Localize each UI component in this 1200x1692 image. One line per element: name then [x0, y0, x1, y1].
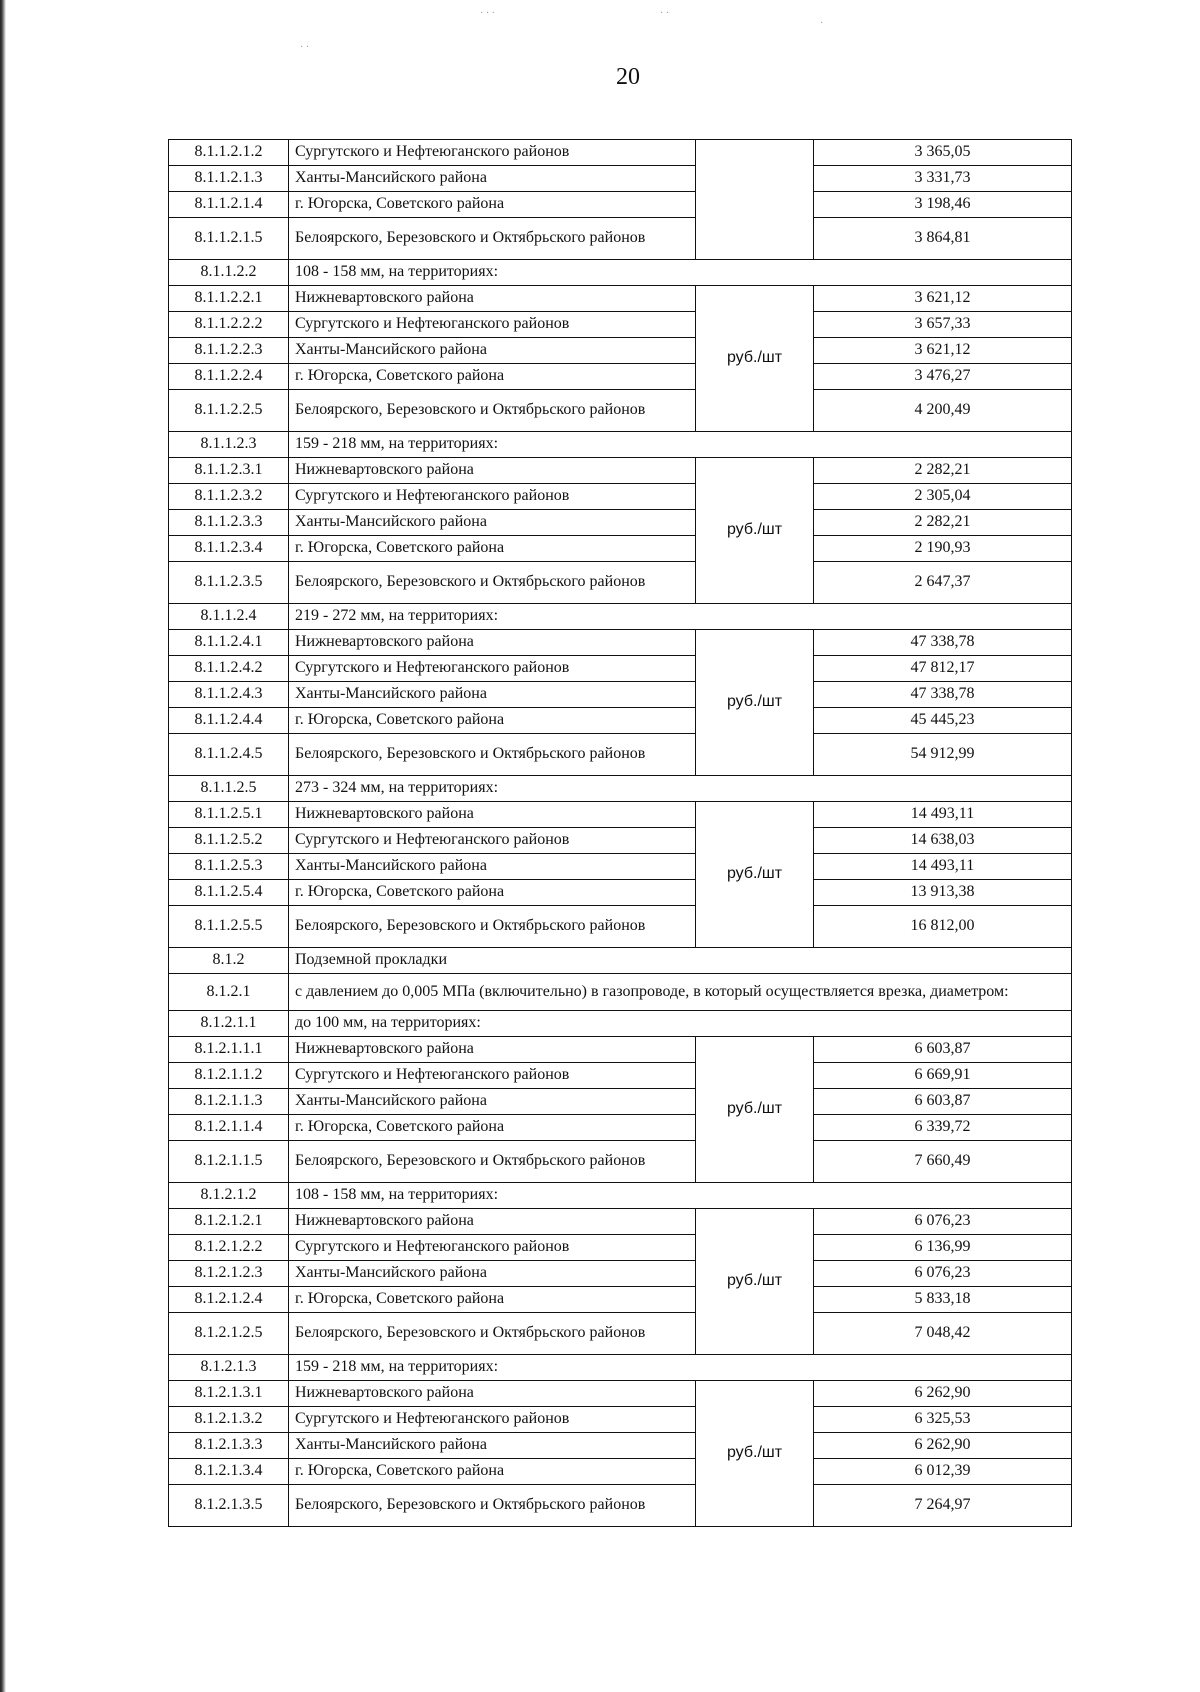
row-price: 2 282,21 — [814, 458, 1072, 484]
section-row — [169, 1183, 1072, 1209]
row-code: 8.1.1.2.4.1 — [169, 630, 289, 656]
section-title: 159 - 218 мм, на территориях: — [289, 432, 1072, 458]
row-code: 8.1.1.2.1.3 — [169, 166, 289, 192]
row-price: 3 657,33 — [814, 312, 1072, 338]
table-row — [169, 1235, 1072, 1261]
row-name: Нижневартовского района — [289, 630, 696, 656]
unit-cell: руб./шт — [696, 1381, 814, 1527]
unit-cell: руб./шт — [696, 1209, 814, 1355]
row-name: Нижневартовского района — [289, 1381, 696, 1407]
table-row — [169, 1261, 1072, 1287]
row-price: 47 338,78 — [814, 630, 1072, 656]
row-name: Ханты-Мансийского района — [289, 338, 696, 364]
table-row — [169, 218, 1072, 260]
row-name: Сургутского и Нефтеюганского районов — [289, 484, 696, 510]
row-name: Ханты-Мансийского района — [289, 166, 696, 192]
row-name: Белоярского, Березовского и Октябрьского районов — [289, 218, 696, 260]
table-row — [169, 1209, 1072, 1235]
row-code: 8.1.1.2.5.4 — [169, 880, 289, 906]
table-row — [169, 1459, 1072, 1485]
row-code: 8.1.2.1.2.2 — [169, 1235, 289, 1261]
row-code: 8.1.1.2.2 — [169, 260, 289, 286]
tariff-table — [168, 139, 1072, 1527]
table-row — [169, 1381, 1072, 1407]
row-code: 8.1.1.2.4.4 — [169, 708, 289, 734]
row-price: 6 325,53 — [814, 1407, 1072, 1433]
table-row — [169, 1433, 1072, 1459]
section-title: 108 - 158 мм, на территориях: — [289, 1183, 1072, 1209]
row-code: 8.1.2.1.2.3 — [169, 1261, 289, 1287]
section-row — [169, 1355, 1072, 1381]
table-row — [169, 312, 1072, 338]
row-name: г. Югорска, Советского района — [289, 1115, 696, 1141]
table-row — [169, 338, 1072, 364]
section-title: 219 - 272 мм, на территориях: — [289, 604, 1072, 630]
row-price: 7 660,49 — [814, 1141, 1072, 1183]
table-row — [169, 734, 1072, 776]
section-title: Подземной прокладки — [289, 948, 1072, 974]
row-name: Сургутского и Нефтеюганского районов — [289, 1235, 696, 1261]
section-title: 108 - 158 мм, на территориях: — [289, 260, 1072, 286]
table-row — [169, 880, 1072, 906]
row-code: 8.1.1.2.2.4 — [169, 364, 289, 390]
table-row — [169, 1485, 1072, 1527]
row-code: 8.1.1.2.3 — [169, 432, 289, 458]
row-name: Нижневартовского района — [289, 1209, 696, 1235]
row-name: Белоярского, Березовского и Октябрьского районов — [289, 1485, 696, 1527]
row-code: 8.1.1.2.5.3 — [169, 854, 289, 880]
row-name: Сургутского и Нефтеюганского районов — [289, 656, 696, 682]
row-price: 14 493,11 — [814, 802, 1072, 828]
table-row — [169, 166, 1072, 192]
row-price: 47 338,78 — [814, 682, 1072, 708]
table-row — [169, 1313, 1072, 1355]
row-price: 6 262,90 — [814, 1433, 1072, 1459]
scan-noise: · · · — [480, 8, 495, 19]
table-row — [169, 536, 1072, 562]
row-name: Ханты-Мансийского района — [289, 1261, 696, 1287]
row-name: Ханты-Мансийского района — [289, 682, 696, 708]
row-name: Ханты-Мансийского района — [289, 854, 696, 880]
table-row — [169, 1089, 1072, 1115]
row-code: 8.1.2.1.3.3 — [169, 1433, 289, 1459]
tariff-table-body — [169, 140, 1072, 1527]
scan-noise: · — [820, 18, 824, 29]
unit-cell: руб./шт — [696, 802, 814, 948]
row-code: 8.1.2 — [169, 948, 289, 974]
row-name: г. Югорска, Советского района — [289, 1287, 696, 1313]
row-code: 8.1.2.1.2.5 — [169, 1313, 289, 1355]
row-code: 8.1.1.2.4.3 — [169, 682, 289, 708]
row-name: Белоярского, Березовского и Октябрьского районов — [289, 906, 696, 948]
row-price: 6 012,39 — [814, 1459, 1072, 1485]
row-code: 8.1.2.1.3.2 — [169, 1407, 289, 1433]
row-name: Нижневартовского района — [289, 458, 696, 484]
page-number: 20 — [616, 64, 640, 90]
row-name: Сургутского и Нефтеюганского районов — [289, 140, 696, 166]
row-code: 8.1.2.1.3.4 — [169, 1459, 289, 1485]
row-price: 6 603,87 — [814, 1037, 1072, 1063]
row-code: 8.1.1.2.2.3 — [169, 338, 289, 364]
row-code: 8.1.1.2.3.2 — [169, 484, 289, 510]
table-row — [169, 364, 1072, 390]
table-row — [169, 802, 1072, 828]
row-price: 2 282,21 — [814, 510, 1072, 536]
row-price: 6 076,23 — [814, 1261, 1072, 1287]
table-row — [169, 708, 1072, 734]
row-price: 3 198,46 — [814, 192, 1072, 218]
row-code: 8.1.2.1.1.5 — [169, 1141, 289, 1183]
scan-noise: · · — [660, 8, 670, 19]
row-price: 3 864,81 — [814, 218, 1072, 260]
section-title: 273 - 324 мм, на территориях: — [289, 776, 1072, 802]
row-price: 6 339,72 — [814, 1115, 1072, 1141]
row-price: 16 812,00 — [814, 906, 1072, 948]
row-code: 8.1.1.2.4 — [169, 604, 289, 630]
row-code: 8.1.2.1.2.4 — [169, 1287, 289, 1313]
row-code: 8.1.1.2.5.5 — [169, 906, 289, 948]
row-name: Белоярского, Березовского и Октябрьского районов — [289, 1313, 696, 1355]
row-name: Белоярского, Березовского и Октябрьского районов — [289, 562, 696, 604]
row-price: 14 638,03 — [814, 828, 1072, 854]
row-code: 8.1.2.1.1 — [169, 1011, 289, 1037]
row-price: 2 647,37 — [814, 562, 1072, 604]
row-code: 8.1.1.2.4.2 — [169, 656, 289, 682]
table-row — [169, 1287, 1072, 1313]
table-row — [169, 1063, 1072, 1089]
row-price: 47 812,17 — [814, 656, 1072, 682]
table-row — [169, 828, 1072, 854]
row-name: Ханты-Мансийского района — [289, 1433, 696, 1459]
row-code: 8.1.1.2.4.5 — [169, 734, 289, 776]
row-code: 8.1.1.2.3.3 — [169, 510, 289, 536]
row-price: 6 669,91 — [814, 1063, 1072, 1089]
table-row — [169, 906, 1072, 948]
row-code: 8.1.2.1.3.1 — [169, 1381, 289, 1407]
section-row — [169, 432, 1072, 458]
row-code: 8.1.2.1.1.4 — [169, 1115, 289, 1141]
section-row — [169, 1011, 1072, 1037]
row-code: 8.1.2.1.3.5 — [169, 1485, 289, 1527]
row-code: 8.1.2.1.2 — [169, 1183, 289, 1209]
row-name: Нижневартовского района — [289, 286, 696, 312]
row-code: 8.1.1.2.1.5 — [169, 218, 289, 260]
row-name: г. Югорска, Советского района — [289, 880, 696, 906]
section-title: 159 - 218 мм, на территориях: — [289, 1355, 1072, 1381]
row-name: Ханты-Мансийского района — [289, 1089, 696, 1115]
section-row — [169, 948, 1072, 974]
row-name: Ханты-Мансийского района — [289, 510, 696, 536]
section-row — [169, 604, 1072, 630]
row-price: 4 200,49 — [814, 390, 1072, 432]
row-price: 2 305,04 — [814, 484, 1072, 510]
unit-cell — [696, 140, 814, 260]
table-row — [169, 1141, 1072, 1183]
row-name: Сургутского и Нефтеюганского районов — [289, 1063, 696, 1089]
row-code: 8.1.1.2.1.2 — [169, 140, 289, 166]
row-name: г. Югорска, Советского района — [289, 708, 696, 734]
table-row — [169, 562, 1072, 604]
table-row — [169, 286, 1072, 312]
table-row — [169, 484, 1072, 510]
row-price: 3 621,12 — [814, 286, 1072, 312]
scan-noise: · · — [300, 42, 310, 53]
row-code: 8.1.1.2.2.1 — [169, 286, 289, 312]
row-code: 8.1.1.2.5.1 — [169, 802, 289, 828]
table-row — [169, 140, 1072, 166]
table-row — [169, 682, 1072, 708]
row-code: 8.1.2.1.1.1 — [169, 1037, 289, 1063]
table-row — [169, 192, 1072, 218]
section-row — [169, 776, 1072, 802]
row-code: 8.1.1.2.5 — [169, 776, 289, 802]
row-name: г. Югорска, Советского района — [289, 364, 696, 390]
row-code: 8.1.1.2.3.5 — [169, 562, 289, 604]
row-code: 8.1.1.2.5.2 — [169, 828, 289, 854]
row-name: Нижневартовского района — [289, 802, 696, 828]
section-title: с давлением до 0,005 МПа (включительно) в газопроводе, в который осуществляется врезка, диаметром: — [289, 974, 1072, 1011]
row-price: 3 476,27 — [814, 364, 1072, 390]
row-price: 6 076,23 — [814, 1209, 1072, 1235]
unit-cell: руб./шт — [696, 630, 814, 776]
unit-cell: руб./шт — [696, 1037, 814, 1183]
table-row — [169, 458, 1072, 484]
row-price: 5 833,18 — [814, 1287, 1072, 1313]
row-name: г. Югорска, Советского района — [289, 536, 696, 562]
row-name: Нижневартовского района — [289, 1037, 696, 1063]
row-price: 14 493,11 — [814, 854, 1072, 880]
scan-edge — [0, 0, 6, 1692]
table-row — [169, 854, 1072, 880]
row-price: 6 262,90 — [814, 1381, 1072, 1407]
table-row — [169, 510, 1072, 536]
row-code: 8.1.2.1.1.3 — [169, 1089, 289, 1115]
row-price: 6 136,99 — [814, 1235, 1072, 1261]
row-code: 8.1.1.2.3.1 — [169, 458, 289, 484]
row-name: Белоярского, Березовского и Октябрьского районов — [289, 734, 696, 776]
row-code: 8.1.2.1.2.1 — [169, 1209, 289, 1235]
row-name: Сургутского и Нефтеюганского районов — [289, 312, 696, 338]
row-price: 3 331,73 — [814, 166, 1072, 192]
unit-cell: руб./шт — [696, 458, 814, 604]
row-price: 3 365,05 — [814, 140, 1072, 166]
row-price: 6 603,87 — [814, 1089, 1072, 1115]
section-row — [169, 260, 1072, 286]
table-row — [169, 1037, 1072, 1063]
row-price: 7 264,97 — [814, 1485, 1072, 1527]
row-code: 8.1.1.2.2.5 — [169, 390, 289, 432]
row-name: Сургутского и Нефтеюганского районов — [289, 828, 696, 854]
table-row — [169, 656, 1072, 682]
row-code: 8.1.1.2.2.2 — [169, 312, 289, 338]
row-name: Белоярского, Березовского и Октябрьского районов — [289, 1141, 696, 1183]
row-price: 45 445,23 — [814, 708, 1072, 734]
row-price: 54 912,99 — [814, 734, 1072, 776]
section-row — [169, 974, 1072, 1011]
row-code: 8.1.2.1.3 — [169, 1355, 289, 1381]
row-name: Белоярского, Березовского и Октябрьского районов — [289, 390, 696, 432]
section-title: до 100 мм, на территориях: — [289, 1011, 1072, 1037]
row-code: 8.1.2.1.1.2 — [169, 1063, 289, 1089]
row-code: 8.1.2.1 — [169, 974, 289, 1011]
row-code: 8.1.1.2.3.4 — [169, 536, 289, 562]
row-price: 2 190,93 — [814, 536, 1072, 562]
row-price: 13 913,38 — [814, 880, 1072, 906]
table-row — [169, 1115, 1072, 1141]
table-row — [169, 1407, 1072, 1433]
row-name: Сургутского и Нефтеюганского районов — [289, 1407, 696, 1433]
unit-cell: руб./шт — [696, 286, 814, 432]
row-price: 3 621,12 — [814, 338, 1072, 364]
row-price: 7 048,42 — [814, 1313, 1072, 1355]
row-code: 8.1.1.2.1.4 — [169, 192, 289, 218]
table-row — [169, 390, 1072, 432]
table-row — [169, 630, 1072, 656]
row-name: г. Югорска, Советского района — [289, 192, 696, 218]
row-name: г. Югорска, Советского района — [289, 1459, 696, 1485]
